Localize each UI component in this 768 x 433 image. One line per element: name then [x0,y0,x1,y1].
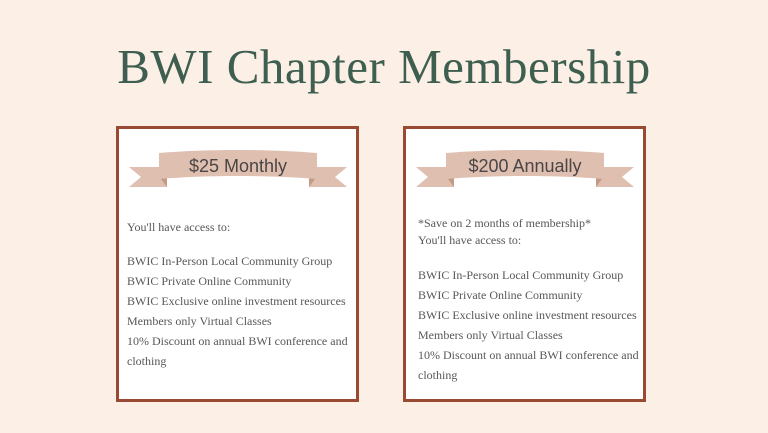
annual-plan-details [418,215,641,385]
benefit-item: Members only Virtual Classes [127,314,272,328]
monthly-plan-details [127,217,354,371]
annual-plan-card [403,126,646,402]
monthly-intro-text: You'll have access to: [127,220,231,234]
annual-intro-text [418,215,641,249]
annual-price-ribbon [414,149,636,195]
benefit-item: BWIC Private Online Community [127,274,292,288]
page-title: BWI Chapter Membership [117,39,651,94]
annual-price-label: $200 Annually [468,156,582,176]
benefit-item: BWIC Exclusive online investment resources [418,308,637,322]
annual-savings-note: *Save on 2 months of membership* [418,216,591,230]
benefit-item: 10% Discount on annual BWI conference and clothing [127,334,348,368]
monthly-plan-card [116,126,359,402]
benefit-item: BWIC In-Person Local Community Group [127,254,333,268]
benefit-item: Members only Virtual Classes [418,328,563,342]
benefit-item: BWIC In-Person Local Community Group [418,268,624,282]
annual-access-text: You'll have access to: [418,233,522,247]
benefit-item: 10% Discount on annual BWI conference and clothing [418,348,639,382]
benefit-item: BWIC Exclusive online investment resources [127,294,346,308]
monthly-price-ribbon [127,149,349,195]
monthly-price-label: $25 Monthly [188,156,288,176]
benefit-item: BWIC Private Online Community [418,288,583,302]
